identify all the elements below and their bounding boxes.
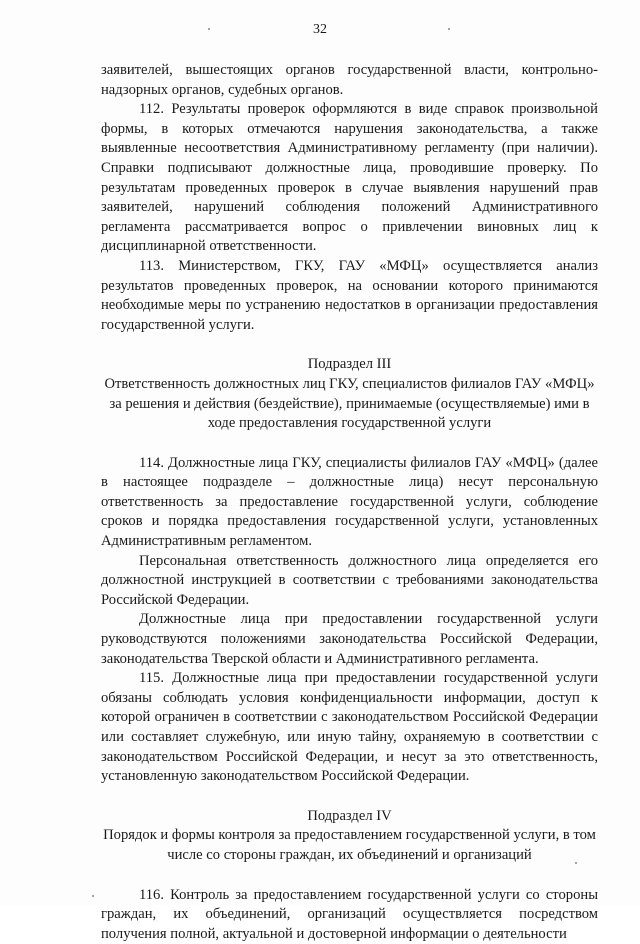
scan-speck [575,862,577,864]
paragraph-continuation: заявителей, вышестоящих органов государственной власти, контрольно-надзорных органов, судебных органов. [101,62,598,98]
paragraph-116: 116. Контроль за предоставлением государственной услуги со стороны граждан, их объединений, организаций осуществляется посредством получения полной, актуальной и достоверной информации о деятельности [101,886,598,942]
subsection-3-heading: Ответственность должностных лиц ГКУ, специалистов филиалов ГАУ «МФЦ» за решения и действия (бездействие), принимаемые (осуществляемые) ими в ходе предоставления государственной услуги [104,375,595,432]
scan-speck [208,28,210,30]
paragraph-113: 113. Министерством, ГКУ, ГАУ «МФЦ» осуществляется анализ результатов проведенных проверок, на основании которого принимаются необходимые меры по устранению недостатков в организации предоставления государственной услуги. [101,257,598,333]
scan-speck [448,28,450,30]
paragraph-officials-guided: Должностные лица при предоставлении государственной услуги руководствуются положениями законодательства Российской Федерации, законодательства Тверской области и Административного регламента. [101,611,598,667]
page-number: 32 [313,22,327,37]
paragraph-personal-responsibility: Персональная ответственность должностного лица определяется его должностной инструкцией в соответствии с требованиями законодательства Российской Федерации. [101,552,598,608]
paragraph-112: 112. Результаты проверок оформляются в виде справок произвольной формы, в которых отмечаются нарушения законодательства, а также выявленные несоответствия Административному регламенту (при наличии). Справки подписывают должностные лица, проводившие проверку. По результатам проведенных проверок в случае выявления нарушений прав заявителей, нарушений соблюдения положений Административного регламента рассматривается вопрос о привлечении виновных лиц к дисциплинарной ответственности. [101,101,598,255]
subsection-3-title: Подраздел III [307,356,392,373]
paragraph-114: 114. Должностные лица ГКУ, специалисты филиалов ГАУ «МФЦ» (далее в настоящее подразделе – должностные лица) несут персональную ответственность за предоставление государственной услуги, соблюдение сроков и порядка предоставления государственной услуги, установленных Административным регламентом. [101,454,598,550]
paragraph-115: 115. Должностные лица при предоставлении государственной услуги обязаны соблюдать условия конфиденциальности информации, доступ к которой ограничен в соответствии с законодательством Российской Федерации или составляет служебную, или иную тайну, охраняемую в соответствии с законодательством Российской Федерации, и несут за это ответственность, установленную законодательством Российской Федерации. [101,670,598,785]
document-body [101,61,598,944]
subsection-4-title: Подраздел IV [307,807,392,824]
scan-speck [92,895,94,897]
subsection-4-heading: Порядок и формы контроля за предоставлением государственной услуги, в том числе со стороны граждан, их объединений и организаций [103,827,596,863]
